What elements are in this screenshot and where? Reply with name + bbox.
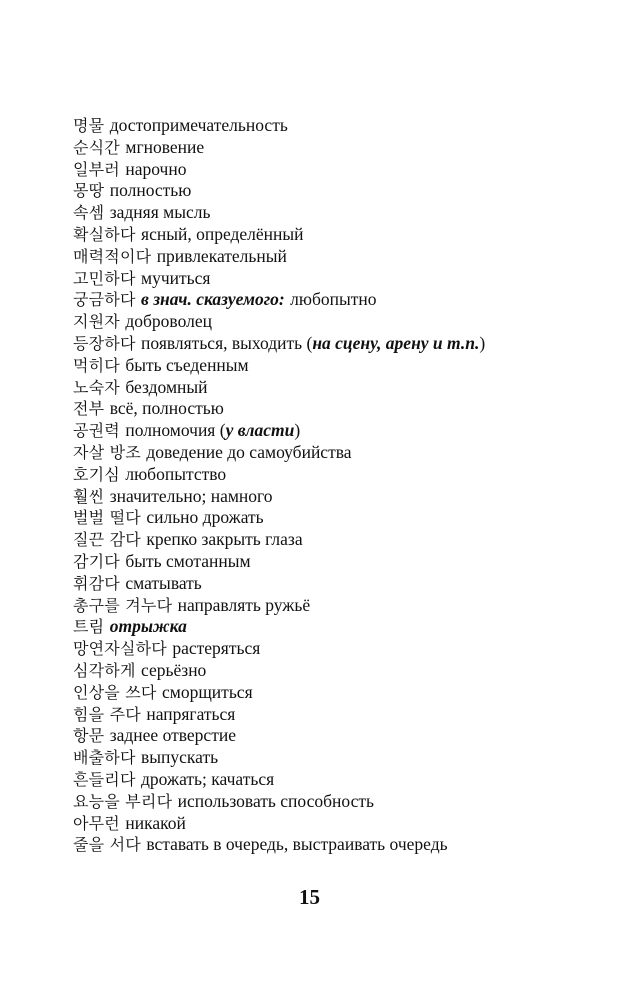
page-number: 15 (299, 885, 320, 909)
russian-translation: сморщиться (161, 681, 253, 702)
vocab-entry (73, 791, 593, 813)
usage-label: в знач. сказуемого: (141, 289, 285, 310)
vocab-entry (73, 682, 593, 704)
russian-translation: растеряться (172, 638, 261, 659)
russian-translation: нарочно (125, 158, 187, 179)
vocab-entry (73, 725, 593, 747)
vocab-entry (73, 289, 593, 311)
vocab-entry (73, 638, 593, 660)
korean-term: 총구를 겨누다 (73, 595, 173, 615)
vocab-entry (73, 660, 593, 682)
russian-translation: крепко закрыть глаза (146, 529, 303, 550)
korean-term: 등장하다 (73, 333, 136, 353)
vocab-entry (73, 268, 593, 290)
russian-translation: доведение до самоубийства (146, 441, 352, 462)
russian-translation: полномочия ( (125, 420, 226, 441)
vocab-entry (73, 704, 593, 726)
korean-term: 노숙자 (73, 377, 120, 397)
russian-translation: дрожать; качаться (141, 768, 275, 789)
vocab-entry (73, 115, 593, 137)
russian-translation: сильно дрожать (146, 507, 264, 528)
russian-translation: задняя мысль (109, 202, 211, 223)
russian-translation: вставать в очередь, выстраивать очередь (146, 834, 448, 855)
russian-translation: напрягаться (146, 703, 236, 724)
korean-term: 심각하게 (73, 660, 136, 680)
russian-translation: всё, полностью (109, 398, 224, 419)
korean-term: 힘을 주다 (73, 704, 141, 724)
korean-term: 공권력 (73, 421, 120, 441)
korean-term: 먹히다 (73, 355, 120, 375)
korean-term: 명물 (73, 116, 105, 135)
russian-translation: использовать способность (177, 790, 374, 811)
closing-parenthesis: ) (479, 332, 486, 353)
vocab-entry (73, 595, 593, 617)
korean-term: 매력적이다 (73, 246, 152, 266)
vocab-entry (73, 834, 593, 856)
korean-term: 휘감다 (73, 573, 120, 593)
korean-term: 아무런 (73, 813, 120, 833)
russian-translation: привлекательный (156, 245, 287, 266)
vocab-entry (73, 573, 593, 595)
vocab-entry (73, 224, 593, 246)
vocab-entry (73, 507, 593, 529)
russian-translation: достопримечательность (109, 115, 288, 135)
russian-translation: доброволец (125, 311, 212, 332)
vocab-entry (73, 747, 593, 769)
korean-term: 고민하다 (73, 268, 136, 288)
vocab-entry (73, 377, 593, 399)
korean-term: 망연자실하다 (73, 639, 167, 659)
russian-translation: мучиться (141, 267, 211, 288)
russian-translation: ясный, определённый (141, 223, 304, 244)
russian-translation: быть съеденным (125, 354, 249, 375)
russian-translation: полностью (109, 180, 192, 201)
usage-note: на сцену, арену и т.п. (312, 332, 480, 353)
vocab-entry (73, 813, 593, 835)
russian-translation: появляться, выходить ( (141, 332, 313, 353)
korean-term: 배출하다 (73, 748, 136, 768)
russian-translation: быть смотанным (125, 550, 251, 571)
vocab-entry (73, 442, 593, 464)
korean-term: 감기다 (73, 551, 120, 571)
korean-term: 흔들리다 (73, 769, 136, 789)
vocab-entry (73, 486, 593, 508)
vocab-entry (73, 202, 593, 224)
vocab-entry (73, 769, 593, 791)
russian-translation: заднее отверстие (109, 725, 236, 746)
vocab-entry (73, 398, 593, 420)
vocab-entry (73, 616, 593, 638)
russian-translation: сматывать (125, 572, 202, 593)
korean-term: 줄을 서다 (73, 835, 141, 855)
russian-translation: серьёзно (141, 659, 207, 680)
russian-translation: значительно; намного (109, 485, 273, 506)
korean-term: 훨씬 (73, 486, 105, 506)
vocab-entry (73, 420, 593, 442)
korean-term: 질끈 감다 (73, 530, 141, 550)
korean-term: 호기심 (73, 464, 120, 484)
vocab-entry (73, 551, 593, 573)
vocab-entry (73, 180, 593, 202)
korean-term: 인상을 쓰다 (73, 682, 157, 702)
russian-translation: любопытство (125, 463, 227, 484)
vocab-entry (73, 464, 593, 486)
korean-term: 요능을 부리다 (73, 791, 173, 811)
korean-term: 확실하다 (73, 224, 136, 244)
korean-term: 몽땅 (73, 181, 105, 201)
vocab-entry (73, 246, 593, 268)
russian-translation: выпускать (141, 747, 219, 768)
vocab-entry (73, 355, 593, 377)
closing-parenthesis: ) (294, 420, 301, 441)
korean-term: 전부 (73, 399, 105, 419)
korean-term: 항문 (73, 726, 105, 746)
usage-label: отрыжка (109, 616, 187, 637)
vocab-entry (73, 529, 593, 551)
korean-term: 트림 (73, 617, 105, 637)
russian-translation: бездомный (125, 376, 208, 397)
vocab-entry (73, 137, 593, 159)
russian-translation: мгновение (125, 136, 205, 157)
korean-term: 궁금하다 (73, 290, 136, 310)
russian-translation: направлять ружьё (177, 594, 311, 615)
korean-term: 벌벌 떨다 (73, 508, 141, 528)
korean-term: 자살 방조 (73, 442, 141, 462)
vocab-entry (73, 333, 593, 355)
russian-translation: никакой (125, 812, 186, 833)
vocabulary-list (73, 115, 593, 856)
korean-term: 일부러 (73, 159, 120, 179)
korean-term: 속셈 (73, 203, 105, 223)
vocab-entry (73, 311, 593, 333)
russian-translation: любопытно (290, 289, 377, 310)
korean-term: 지원자 (73, 312, 120, 332)
vocab-entry (73, 159, 593, 181)
korean-term: 순식간 (73, 137, 120, 157)
usage-note: у власти (225, 420, 295, 441)
